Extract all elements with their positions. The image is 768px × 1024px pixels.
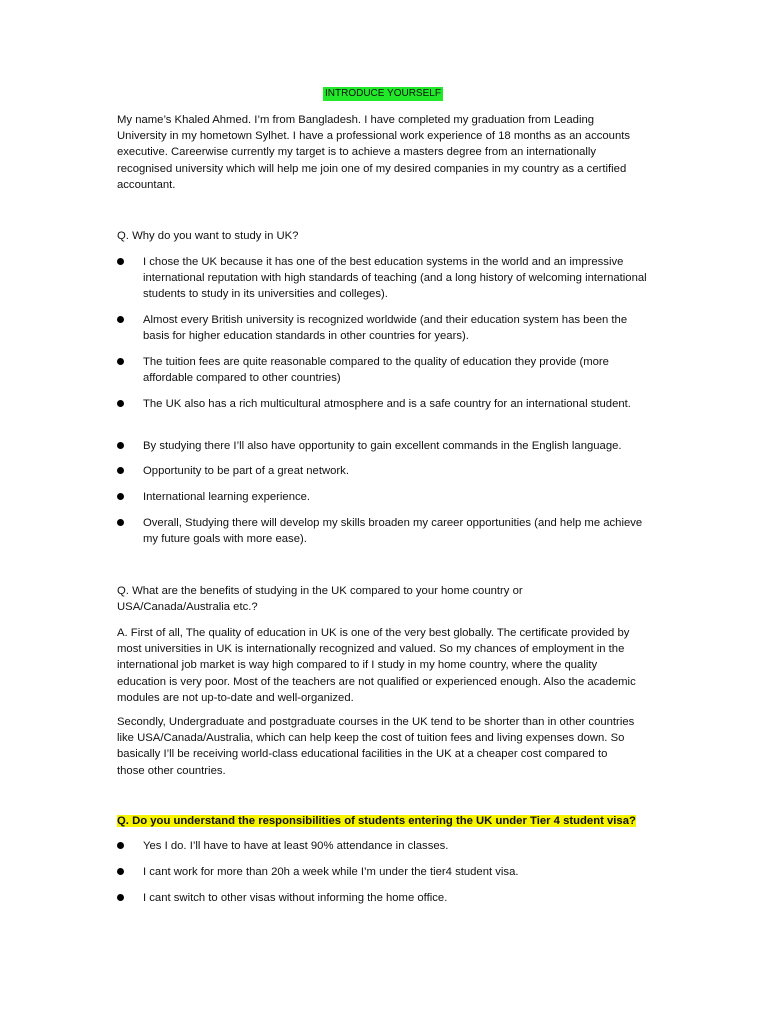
bullet-icon: [117, 868, 124, 875]
question-3: [117, 813, 637, 829]
bullet-icon: [117, 519, 124, 526]
intro-paragraph: My name’s Khaled Ahmed. I’m from Bangladesh. I have completed my graduation from Leading University in my hometown Sylhet. I have a professional work experience of 18 months as an accounts executive. Careerwise currently my target is to achieve a masters degree from an internationally recognised university which will help me join one of my desired companies in my country as a certified accountant.: [117, 114, 631, 191]
bullet-icon: [117, 442, 124, 449]
list-item-text: I cant switch to other visas without informing the home office.: [143, 892, 448, 904]
question-3-highlight: Q. Do you understand the responsibilities of students entering the UK under Tier 4 student visa?: [117, 815, 636, 827]
bullet-icon: [117, 400, 124, 407]
question-1: Q. Why do you want to study in UK?: [117, 230, 299, 242]
list-item-text: I chose the UK because it has one of the best education systems in the world and an impressive international reputation with high standards of teaching (and a long history of welcoming international students to study in its universities and colleges).: [143, 256, 647, 301]
list-item-text: Opportunity to be part of a great network.: [143, 465, 349, 477]
list-item-text: International learning experience.: [143, 491, 311, 503]
question-2: Q. What are the benefits of studying in the UK compared to your home country or USA/Canada/Australia etc.?: [117, 585, 523, 614]
list-item-text: The UK also has a rich multicultural atmosphere and is a safe country for an international student.: [143, 398, 631, 410]
bullet-icon: [117, 842, 124, 849]
list-item-text: Yes I do. I’ll have to have at least 90% attendance in classes.: [143, 840, 449, 852]
page-title: INTRODUCE YOURSELF: [325, 88, 441, 99]
bullet-icon: [117, 258, 124, 265]
bullet-icon: [117, 467, 124, 474]
list-item-text: I cant work for more than 20h a week while I’m under the tier4 student visa.: [143, 866, 519, 878]
list-item-text: Overall, Studying there will develop my skills broaden my career opportunities (and help me achieve my future goals with more ease).: [143, 517, 643, 546]
list-item-text: Almost every British university is recognized worldwide (and their education system has been the basis for higher education standards in other countries for years).: [143, 314, 628, 343]
answer-2-paragraph-1: A. First of all, The quality of education in UK is one of the very best globally. The certificate provided by most universities in UK is internationally recognized and valued. So my chances of employment in the international job market is way high compared to if I study in my home country, where the quality education is very poor. Most of the teachers are not qualified or experienced enough. Also the academic modules are not up-to-date and well-organized.: [117, 627, 636, 704]
bullet-icon: [117, 358, 124, 365]
answer-2-paragraph-2: Secondly, Undergraduate and postgraduate courses in the UK tend to be shorter than in other countries like USA/Canada/Australia, which can help keep the cost of tuition fees and living expenses down. So basically I’ll be receiving world-class educational facilities in the UK at a cheaper cost compared to those other countries.: [117, 716, 635, 777]
bullet-icon: [117, 894, 124, 901]
bullet-icon: [117, 493, 124, 500]
list-item-text: By studying there I’ll also have opportunity to gain excellent commands in the English language.: [143, 440, 622, 452]
list-item-text: The tuition fees are quite reasonable compared to the quality of education they provide (more affordable compared to other countries): [143, 356, 609, 385]
bullet-icon: [117, 316, 124, 323]
